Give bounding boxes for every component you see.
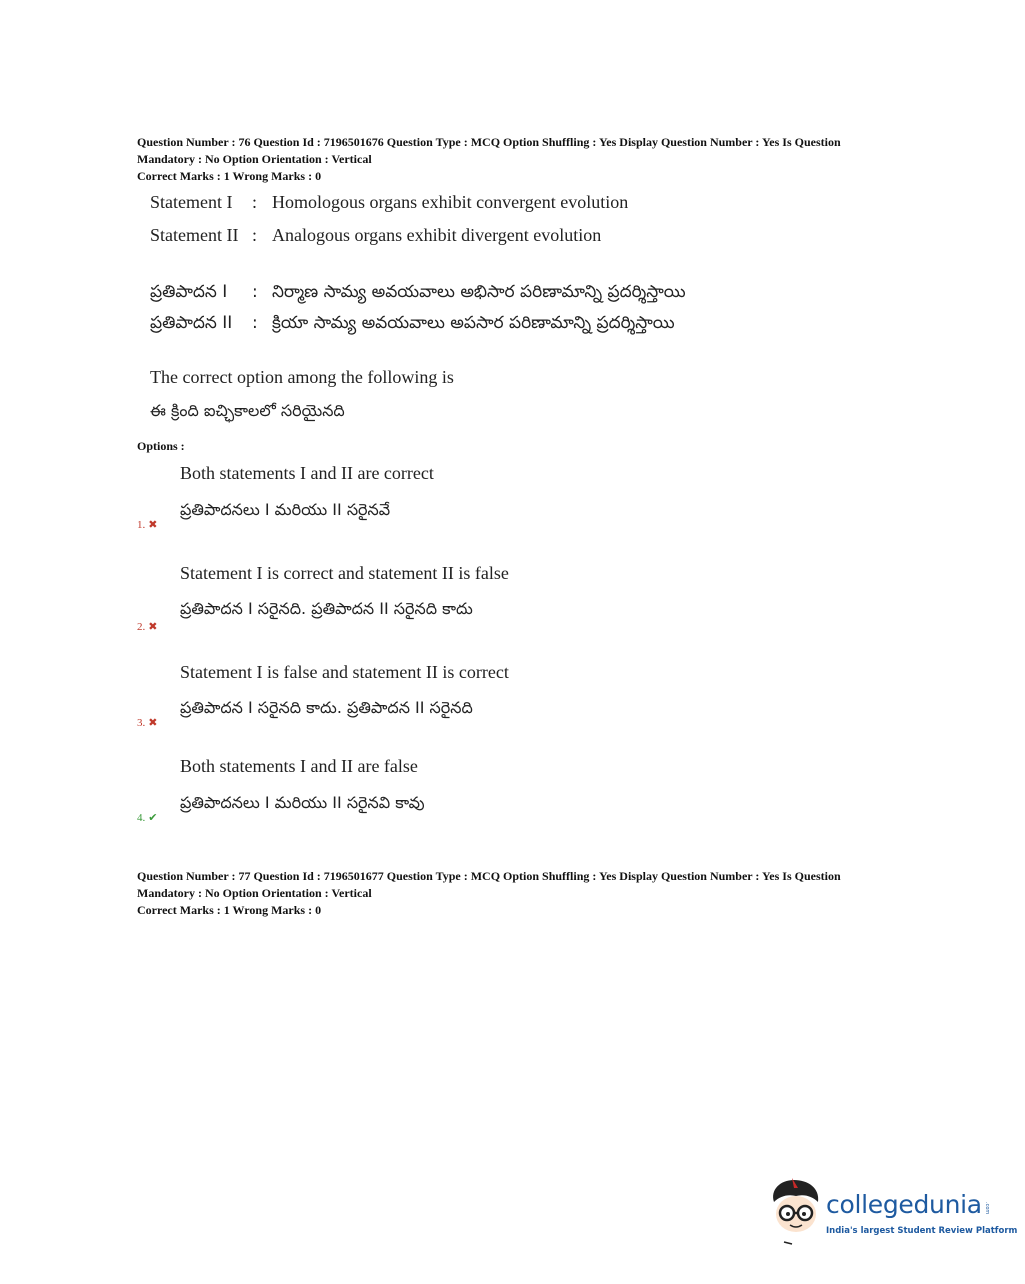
- statement-1-te-text: నిర్మాణ సామ్య అవయవాలు అభిసార పరిణామాన్ని ప్రదర్శిస్తాయి: [272, 282, 686, 302]
- brand-name: collegedunia: [826, 1190, 982, 1219]
- option-2-number: [137, 620, 157, 633]
- wrong-mark-icon: ✖: [148, 717, 158, 729]
- statement-2-sep: :: [252, 225, 258, 245]
- question-76-meta: [137, 134, 937, 185]
- statement-2-te-text: క్రియా సామ్య అవయవాలు అపసార పరిణామాన్ని ప్రదర్శిస్తాయి: [272, 313, 675, 333]
- statement-1-sep: :: [252, 192, 258, 212]
- option-4-number: [137, 811, 157, 824]
- statement-1-te-label: ప్రతిపాదన I: [150, 282, 228, 302]
- mascot-icon: [768, 1176, 826, 1248]
- option-1-en: Both statements I and II are correct: [180, 463, 434, 483]
- option-3-number: [137, 716, 157, 729]
- option-3-en: Statement I is false and statement II is correct: [180, 662, 509, 682]
- correct-check-icon: ✔: [148, 812, 158, 824]
- option-3-te: ప్రతిపాదన I సరైనది కాదు. ప్రతిపాదన II సరైనది: [180, 698, 473, 717]
- statement-2-text: Analogous organs exhibit divergent evolution: [272, 225, 602, 245]
- question-prompt-en: The correct option among the following is: [150, 367, 454, 387]
- question-prompt-te: ఈ క్రింది ఐచ్ఛికాలలో సరియైనది: [150, 401, 345, 420]
- statement-2-te-label: ప్రతిపాదన II: [150, 313, 233, 333]
- option-4-te: ప్రతిపాదనలు I మరియు II సరైనవి కావు: [180, 793, 425, 812]
- statement-2-en: [150, 225, 601, 246]
- question-76-meta-line2: Mandatory : No Option Orientation : Vertical: [137, 151, 372, 166]
- option-1-te: ప్రతిపాదనలు I మరియు II సరైనవే: [180, 500, 391, 519]
- option-3-num: 3.: [137, 717, 146, 729]
- brand-domain: .com: [984, 1202, 990, 1215]
- collegedunia-logo: [768, 1176, 1018, 1248]
- statement-1-label: Statement I: [150, 192, 233, 212]
- option-2-te: ప్రతిపాదన I సరైనది. ప్రతిపాదన II సరైనది కాదు: [180, 599, 473, 618]
- question-77-marks: Correct Marks : 1 Wrong Marks : 0: [137, 903, 322, 917]
- wrong-mark-icon: ✖: [148, 621, 158, 633]
- option-1-number: [137, 518, 157, 531]
- brand-tagline: India's largest Student Review Platform: [826, 1226, 1018, 1236]
- statement-1-text: Homologous organs exhibit convergent evolution: [272, 192, 629, 212]
- question-77-meta-line2: Mandatory : No Option Orientation : Vertical: [137, 885, 372, 900]
- question-77-meta: [137, 868, 937, 919]
- option-2-num: 2.: [137, 621, 146, 633]
- wrong-mark-icon: ✖: [148, 519, 158, 531]
- question-76-marks: Correct Marks : 1 Wrong Marks : 0: [137, 169, 322, 183]
- statement-2-te-sep: :: [252, 313, 258, 333]
- statement-1-te-sep: :: [252, 282, 258, 302]
- option-4-en: Both statements I and II are false: [180, 756, 418, 776]
- statement-2-te: [150, 313, 675, 337]
- option-1-num: 1.: [137, 519, 146, 531]
- question-76-meta-line1: Question Number : 76 Question Id : 7196501676 Question Type : MCQ Option Shuffling : Yes Display Question Number : Yes Is Question: [137, 135, 841, 149]
- statement-2-label: Statement II: [150, 225, 239, 245]
- options-label: Options :: [137, 439, 185, 453]
- statement-1-te: [150, 282, 686, 306]
- statement-1-en: [150, 192, 628, 213]
- option-2-en: Statement I is correct and statement II is false: [180, 563, 509, 583]
- option-4-num: 4.: [137, 812, 146, 824]
- question-77-meta-line1: Question Number : 77 Question Id : 7196501677 Question Type : MCQ Option Shuffling : Yes Display Question Number : Yes Is Question: [137, 869, 841, 883]
